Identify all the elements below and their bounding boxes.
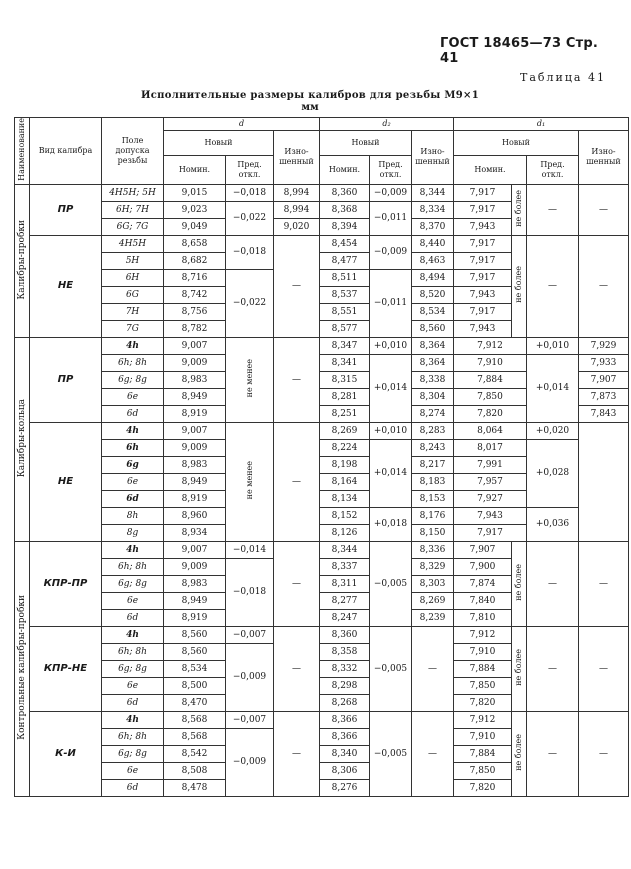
table-units: мм <box>301 102 319 113</box>
table-row: НЕ 4H5H 8,658 −0,018 — 8,454 −0,009 8,440 7,917 не более — — <box>15 235 629 252</box>
group-rings: Калибры-кольца <box>15 337 30 541</box>
note-ne-bolee: не более <box>512 626 527 711</box>
col-d1-dev: Пред. откл. <box>527 155 579 184</box>
col-d2-worn: Изно-шенный <box>412 131 454 185</box>
table-row: 6h; 8h 9,009 8,341 +0,014 8,364 7,910 +0,014 7,933 <box>15 354 629 371</box>
col-name: Наименование <box>15 118 30 185</box>
caliber-ring-ne: НЕ <box>30 422 102 541</box>
col-d1-new: Новый <box>454 131 579 156</box>
table-row: 6g; 8g 8,983 8,315 8,338 7,884 7,907 <box>15 371 629 388</box>
table-row: 8h 8,960 8,152 +0,018 8,176 7,943 +0,036 <box>15 507 629 524</box>
table-row: 6g; 8g 8,542 8,340 7,884 <box>15 745 629 762</box>
col-d1-worn: Изно-шенный <box>579 131 629 185</box>
table-row: 6e 8,508 8,306 7,850 <box>15 762 629 779</box>
table-row: 8g 8,934 8,126 8,150 7,917 <box>15 524 629 541</box>
table-row: 6h; 8h 9,009 −0,018 8,337 8,329 7,900 <box>15 558 629 575</box>
table-row: 6e 8,949 8,281 8,304 7,850 7,873 <box>15 388 629 405</box>
table-row: 6d 8,470 8,268 7,820 <box>15 694 629 711</box>
calibers-table <box>14 117 629 797</box>
note-ne-bolee: не более <box>512 184 527 235</box>
table-row: Контрольные калибры-пробки КПР-ПР 4h 9,007 −0,014 — 8,344 −0,005 8,336 7,907 не более — — <box>15 541 629 558</box>
table-row: Калибры-пробки ПР 4H5H; 5H 9,015 −0,018 8,994 8,360 −0,009 8,344 7,917 не более — — <box>15 184 629 201</box>
col-d2-new: Новый <box>320 131 412 156</box>
col-tolerance: Поле допуска резьбы <box>102 118 164 185</box>
col-d2-dev: Пред. откл. <box>370 155 412 184</box>
col-d-worn: Изно-шенный <box>274 131 320 185</box>
caliber-k-i: К-И <box>30 711 102 796</box>
table-row: 6d 8,478 8,276 7,820 <box>15 779 629 796</box>
table-row: 6e 8,500 8,298 7,850 <box>15 677 629 694</box>
col-d-dev: Пред. откл. <box>226 155 274 184</box>
note-ne-menee: не менее <box>226 422 274 541</box>
table-row: 6h; 8h 8,568 −0,009 8,366 7,910 <box>15 728 629 745</box>
page-header: ГОСТ 18465—73 Стр. 41 <box>440 36 599 66</box>
note-ne-bolee: не более <box>512 711 527 796</box>
table-row: 6H; 7H 9,023 −0,022 8,994 8,368 −0,011 8,334 7,917 <box>15 201 629 218</box>
table-title: Исполнительные размеры калибров для резьбы М9×1 <box>141 90 479 101</box>
note-ne-bolee: не более <box>512 541 527 626</box>
table-row: 6g 8,983 8,198 8,217 7,991 <box>15 456 629 473</box>
caliber-kpr-pr: КПР-ПР <box>30 541 102 626</box>
table-row: КПР-НЕ 4h 8,560 −0,007 — 8,360 −0,005 — 7,912 не более — — <box>15 626 629 643</box>
table-row: 6h; 8h 8,560 −0,009 8,358 7,910 <box>15 643 629 660</box>
table-row: 5H 8,682 8,477 8,463 7,917 <box>15 252 629 269</box>
table-row: 6h 9,009 8,224 +0,014 8,243 8,017 +0,028 <box>15 439 629 456</box>
table-row: 6e 8,949 8,164 8,183 7,957 <box>15 473 629 490</box>
caliber-kpr-ne: КПР-НЕ <box>30 626 102 711</box>
col-d1-nom: Номин. <box>454 155 527 184</box>
table-row: 6d 8,919 8,251 8,274 7,820 7,843 <box>15 405 629 422</box>
table-row: К-И 4h 8,568 −0,007 — 8,366 −0,005 — 7,912 не более — — <box>15 711 629 728</box>
table-row: 7G 8,782 8,577 8,560 7,943 <box>15 320 629 337</box>
note-ne-bolee: не более <box>512 235 527 337</box>
table-row: 6H 8,716 −0,022 8,511 −0,011 8,494 7,917 <box>15 269 629 286</box>
table-row: Калибры-кольца ПР 4h 9,007 не менее — 8,347 +0,010 8,364 7,912 +0,010 7,929 <box>15 337 629 354</box>
table-row: 6g; 8g 8,983 8,311 8,303 7,874 <box>15 575 629 592</box>
table-row: 6e 8,949 8,277 8,269 7,840 <box>15 592 629 609</box>
table-row: 7H 8,756 8,551 8,534 7,917 <box>15 303 629 320</box>
col-d: d <box>164 118 320 131</box>
table-row: 6G; 7G 9,049 9,020 8,394 8,370 7,943 <box>15 218 629 235</box>
note-ne-menee: не менее <box>226 337 274 422</box>
group-control: Контрольные калибры-пробки <box>15 541 30 796</box>
col-type: Вид калибра <box>30 118 102 185</box>
col-d-nom: Номин. <box>164 155 226 184</box>
table-row: 6g; 8g 8,534 8,332 7,884 <box>15 660 629 677</box>
table-row: 6G 8,742 8,537 8,520 7,943 <box>15 286 629 303</box>
table-row: НЕ 4h 9,007 не менее — 8,269 +0,010 8,283 8,064 +0,020 <box>15 422 629 439</box>
group-plugs: Калибры-пробки <box>15 184 30 337</box>
col-d1: d₁ <box>454 118 629 131</box>
caliber-ne: НЕ <box>30 235 102 337</box>
table-row: 6d 8,919 8,134 8,153 7,927 <box>15 490 629 507</box>
table-row: 6d 8,919 8,247 8,239 7,810 <box>15 609 629 626</box>
table-label: Таблица 41 <box>520 71 606 84</box>
col-d2-nom: Номин. <box>320 155 370 184</box>
col-d-new: Новый <box>164 131 274 156</box>
caliber-ring-pr: ПР <box>30 337 102 422</box>
caliber-pr: ПР <box>30 184 102 235</box>
col-d2: d₂ <box>320 118 454 131</box>
